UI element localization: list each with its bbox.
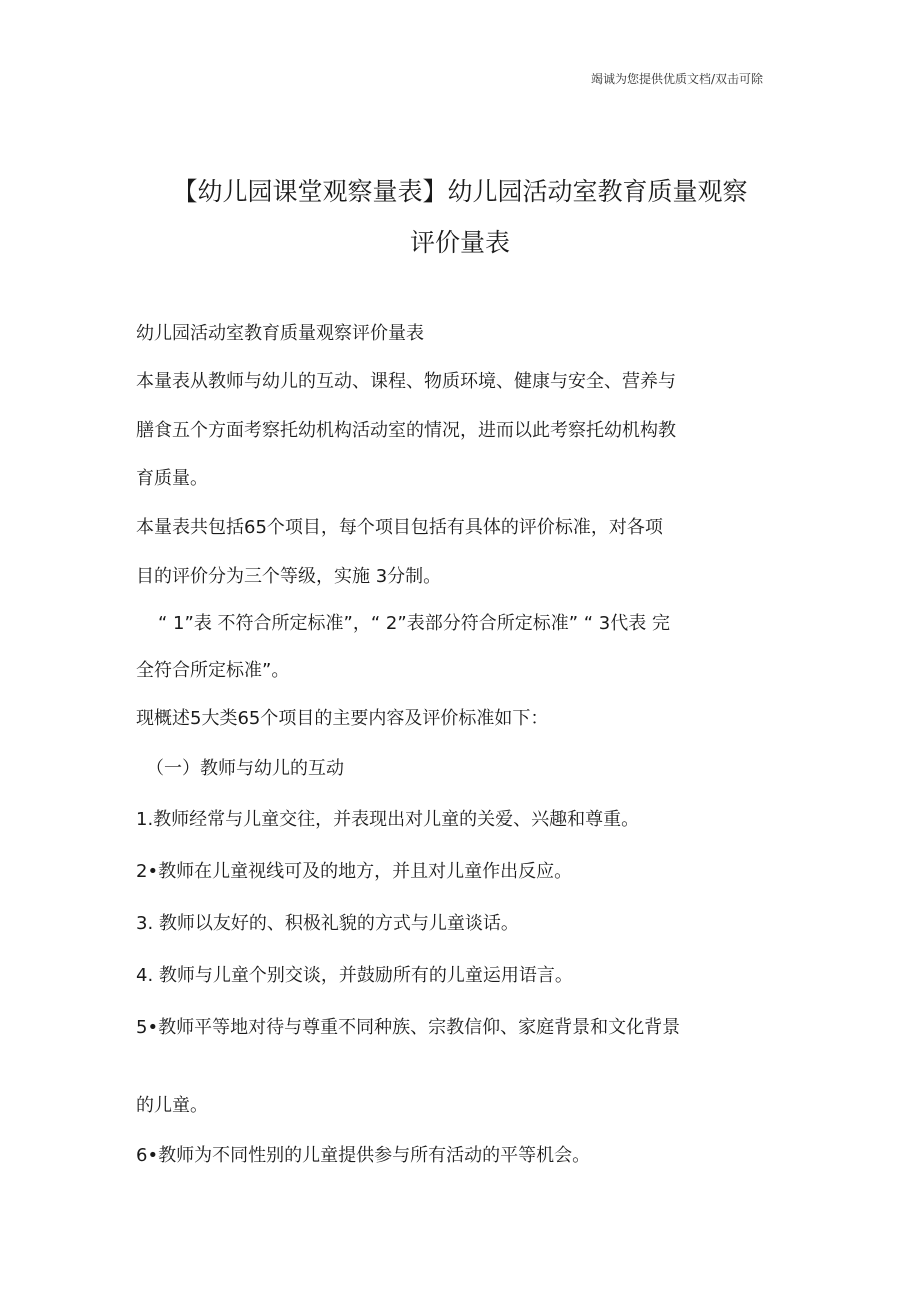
count-paragraph-line-2: 目的评价分为三个等级，实施 3分制。 — [136, 566, 442, 587]
document-title-line-1: 【幼儿园课堂观察量表】幼儿园活动室教育质量观察 — [172, 177, 748, 206]
list-item-5-line-1: 5•教师平等地对待与尊重不同种族、宗教信仰、家庭背景和文化背景 — [136, 1017, 681, 1038]
scale-paragraph-line-2: 全符合所定标准”。 — [136, 660, 290, 681]
count-paragraph-line-1: 本量表共包括65个项目，每个项目包括有具体的评价标准，对各项 — [136, 517, 663, 538]
scale-paragraph-line-1: “ 1”表 不符合所定标准”，“ 2”表部分符合所定标准” “ 3代表 完 — [158, 613, 670, 634]
list-item-4: 4. 教师与儿童个别交谈，并鼓励所有的儿童运用语言。 — [136, 965, 573, 986]
document-title-line-2: 评价量表 — [409, 228, 510, 257]
intro-paragraph-line-3: 育质量。 — [136, 468, 208, 489]
section-heading: （一）教师与幼儿的互动 — [146, 758, 344, 779]
list-item-2: 2•教师在儿童视线可及的地方，并且对儿童作出反应。 — [136, 861, 573, 882]
list-item-5-line-2: 的儿童。 — [136, 1095, 208, 1116]
intro-paragraph-line-2: 膳食五个方面考察托幼机构活动室的情况，进而以此考察托幼机构教 — [136, 420, 676, 441]
subtitle: 幼儿园活动室教育质量观察评价量表 — [136, 323, 424, 344]
list-item-1: 1.教师经常与儿童交往，并表现出对儿童的关爱、兴趣和尊重。 — [136, 809, 640, 830]
intro-paragraph-line-1: 本量表从教师与幼儿的互动、课程、物质环境、健康与安全、营养与 — [136, 371, 676, 392]
list-item-3: 3. 教师以友好的、积极礼貌的方式与儿童谈话。 — [136, 913, 519, 934]
list-item-6: 6•教师为不同性别的儿童提供参与所有活动的平等机会。 — [136, 1145, 591, 1166]
overview-text: 现概述5大类65个项目的主要内容及评价标准如下： — [136, 708, 549, 729]
header-note: 竭诚为您提供优质文档/双击可除 — [590, 72, 763, 86]
